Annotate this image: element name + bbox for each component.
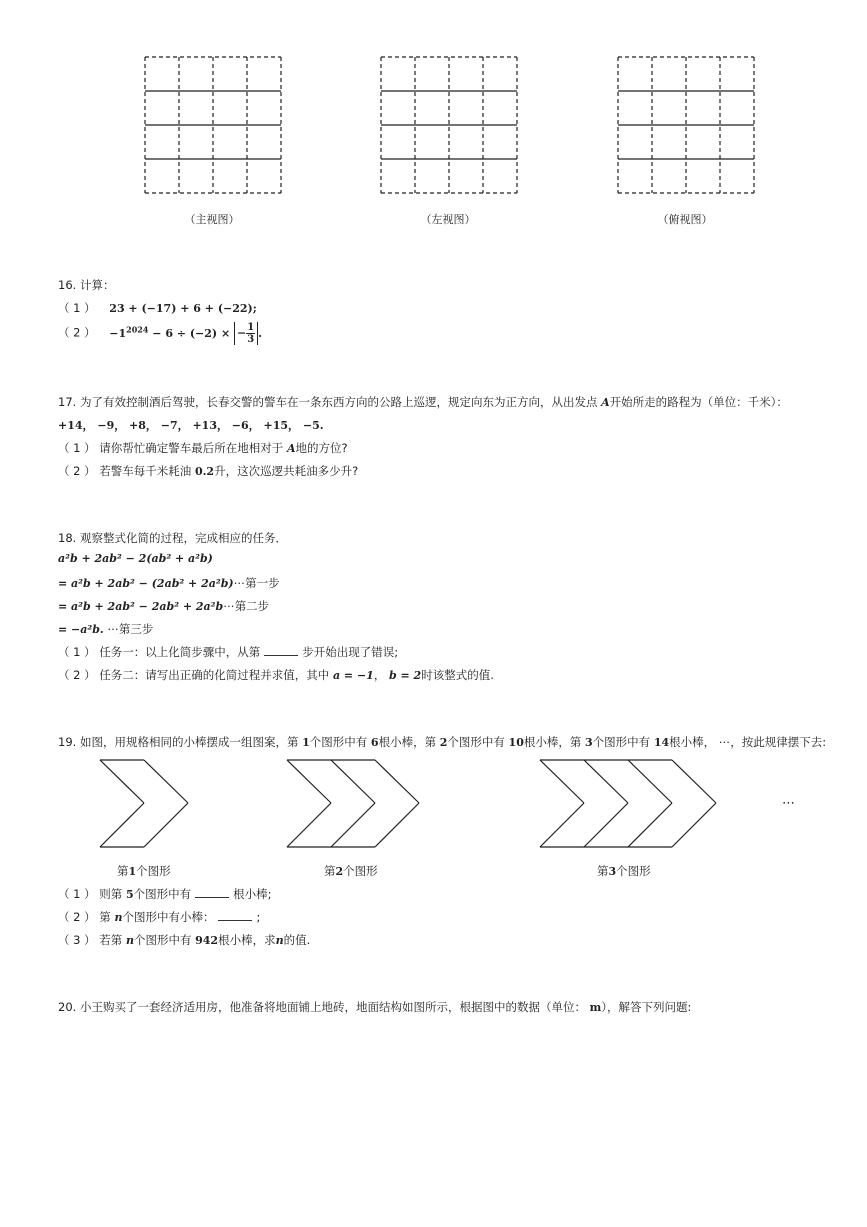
stick-diagonal-lower <box>331 803 375 847</box>
stick-diagonal-upper <box>100 760 144 803</box>
stick-diagonal-upper <box>672 760 716 803</box>
q16-part1: （ 1 ） 23 + (−17) + 6 + (−22); <box>58 301 257 315</box>
q19-part1: （ 1 ） 则第 5个图形中有 根小棒; <box>58 887 272 901</box>
q17-title: 17. 为了有效控制酒后驾驶，长春交警的警车在一条东西方向的公路上巡逻，规定向东为正方向，从出发点 A开始所走的路程为（单位：千米）： <box>58 395 788 409</box>
left-view-caption: （左视图） <box>420 213 476 226</box>
q16-expr2: $-1^{2024} - 6 \div (-2)$ × − $\frac{1}{3}$ . <box>109 322 263 345</box>
stick-diagonal-lower <box>584 803 628 847</box>
q16-expr1: 23 + (−17) + 6 + (−22); <box>109 302 257 315</box>
q19-title: 19. 如图，用规格相同的小棒摆成一组图案，第 1个图形中有 6根小棒，第 2个图形中有 10根小棒，第 3个图形中有 14根小棒， ⋯，按此规律摆下去: <box>58 735 827 749</box>
stick-diagonal-upper <box>375 760 419 803</box>
fig3-label: 第3个图形 <box>597 864 651 878</box>
q17-part2: （ 2 ） 若警车每千米耗油 0.2升，这次巡逻共耗油多少升? <box>58 464 359 478</box>
stick-diagonal-upper <box>144 760 188 803</box>
q19-part3: （ 3 ） 若第 n个图形中有 942根小棒，求n的值. <box>58 933 311 947</box>
stick-diagonal-lower <box>287 803 331 847</box>
stick-diagonal-upper <box>331 760 375 803</box>
stick-diagonal-lower <box>375 803 419 847</box>
q19-answer-blank-1[interactable] <box>195 887 229 898</box>
front-view-caption: （主视图） <box>184 213 240 226</box>
chevron-figure-3 <box>0 0 1 1</box>
stick-diagonal-upper <box>628 760 672 803</box>
q17-part1: （ 1 ） 请你帮忙确定警车最后所在地相对于 A地的方位? <box>58 441 348 455</box>
stick-diagonal-lower <box>100 803 144 847</box>
q20-title: 20. 小王购买了一套经济适用房，他准备将地面铺上地砖，地面结构如图所示，根据图中的数据（单位： m），解答下列问题: <box>58 1000 692 1014</box>
stick-diagonal-lower <box>672 803 716 847</box>
stick-diagonal-lower <box>628 803 672 847</box>
q19-answer-blank-2[interactable] <box>218 910 252 921</box>
q18-line4: = −a²b. ⋯第三步 <box>58 622 154 636</box>
fig2-label: 第2个图形 <box>324 864 378 878</box>
stick-diagonal-upper <box>584 760 628 803</box>
q18-part1: （ 1 ） 任务一：以上化简步骤中，从第 步开始出现了错误; <box>58 645 399 659</box>
chevron-ellipsis: ⋯ <box>782 796 795 811</box>
q19-part2: （ 2 ） 第 n个图形中有小棒： ; <box>58 910 261 924</box>
q18-answer-blank[interactable] <box>264 645 298 656</box>
q16-title: 16. 计算： <box>58 278 115 292</box>
q16-part2: （ 2 ） $-1^{2024} - 6 \div (-2)$ × − $\frac{1}{3}$ . <box>58 322 263 345</box>
stick-diagonal-lower <box>144 803 188 847</box>
fig1-label: 第1个图形 <box>117 864 171 878</box>
q18-part2: （ 2 ） 任务二：请写出正确的化简过程并求值，其中 a = −1， b = 2时该整式的值. <box>58 668 494 682</box>
top-view-caption: （俯视图） <box>657 213 713 226</box>
q17-values: +14， −9， +8， −7， +13， −6， +15， −5. <box>58 419 324 432</box>
stick-diagonal-upper <box>287 760 331 803</box>
q18-line1: a²b + 2ab² − 2(ab² + a²b) <box>58 552 213 565</box>
stick-diagonal-lower <box>540 803 584 847</box>
stick-diagonal-upper <box>540 760 584 803</box>
q18-title: 18. 观察整式化简的过程，完成相应的任务． <box>58 531 287 545</box>
q18-line3: = a²b + 2ab² − 2ab² + 2a²b⋯第二步 <box>58 599 270 613</box>
q18-line2: = a²b + 2ab² − (2ab² + 2a²b)⋯第一步 <box>58 576 280 590</box>
